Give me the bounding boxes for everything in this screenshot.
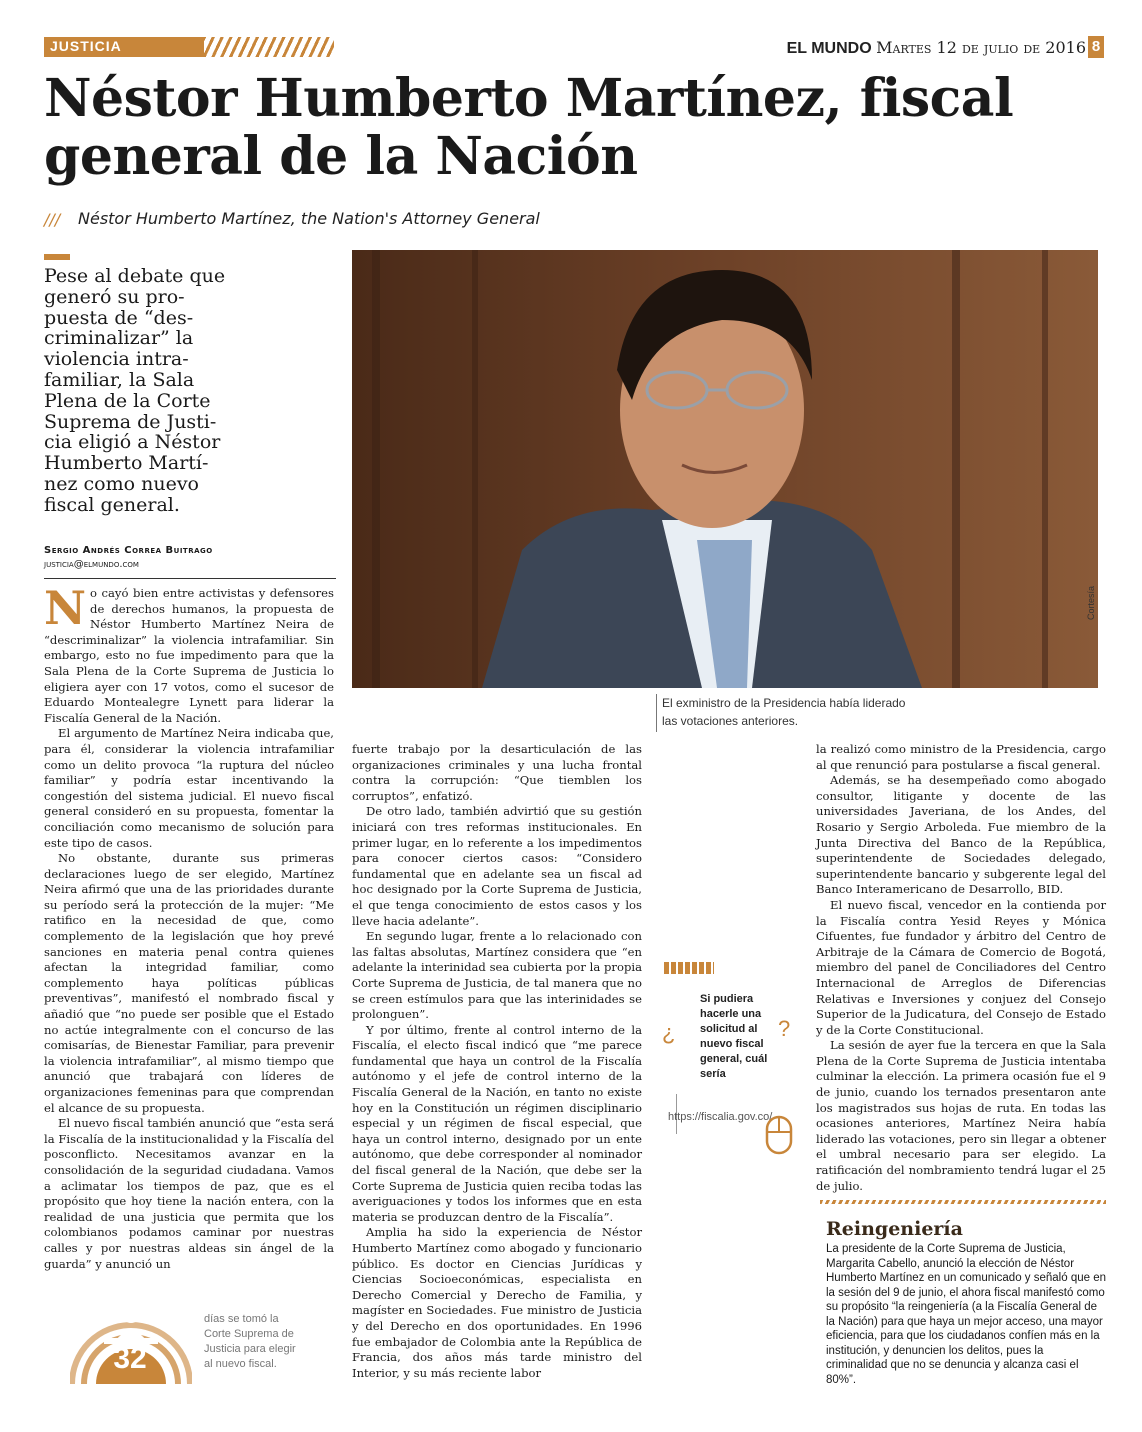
box-rule xyxy=(820,1200,1106,1204)
section-label: JUSTICIA xyxy=(50,38,122,54)
headline: Néstor Humberto Martínez, fiscal general de la Nación xyxy=(44,68,1014,187)
subtitle-mark: /// xyxy=(44,210,61,229)
portrait-photo xyxy=(352,250,1098,688)
lead-paragraph: Pese al debate que generó su pro- puesta de “des- criminalizar” la violencia intra- familiar, la Sala Plena de la Corte Suprema de Justi- cia eligió a Néstor Humberto Martí- nez como nuevo fiscal general. xyxy=(44,265,226,516)
article-paragraph: Y por último, frente al control interno de la Fiscalía, el electo fiscal indicó que “me parece fundamental que haya un control de la Fiscalía autónomo y el jefe de control interno de la Fiscalía General de la Nación, en tanto no existe hoy en la Constitución un régimen disciplinario especial y un régimen de fiscal especial, que haya un control interno, designado por un ente autónomo, que debe corresponder al nominador del fiscal general de la Nación, que debe ser la Corte Suprema de Justicia quien reciba todas las averiguaciones y todos los informes que en esta materia se produzcan dentro de la Fiscalía”. xyxy=(352,1022,642,1224)
article-paragraph: fuerte trabajo por la desarticulación de las organizaciones criminales y una lucha frontal contra la corrupción: “Que tiemblen los corruptos”, enfatizó. xyxy=(352,742,642,803)
box-title: Reingeniería xyxy=(826,1218,963,1240)
article-paragraph: El nuevo fiscal, vencedor en la contienda por la Fiscalía contra Yesid Reyes y Mónica Cifuentes, fue fundador y árbitro del Centro de Arbitraje de la Cámara de Comercio de Bogotá, miembro del panel de Conciliadores del Centro Internacional de Arreglos de Diferencias Relativas e Inversiones y conjuez del Consejo Superior de la Judicatura, del Consejo de Estado y de la Corte Constitucional. xyxy=(816,897,1106,1037)
article-paragraph: El argumento de Martínez Neira indicaba que, para él, considerar la violencia intrafamiliar como un delito provoca “la ruptura del núcleo familiar” y podría estar incentivando la congestión del sistema judicial. El nuevo fiscal general consideró en su propuesta, fomentar la conciliación como mecanismo de solución para este tipo de casos. xyxy=(44,726,334,850)
article-paragraph: De otro lado, también advirtió que su gestión iniciará con tres reformas institucionales. En primer lugar, en lo referente a los impedimentos para conocer ciertos casos: “Considero fundamental que en adelante sea un fiscal ad hoc designado por la Corte Suprema de Justicia, el que tenga conocimiento de estos casos y los lleve hacia adelante”. xyxy=(352,804,642,928)
fiscalia-url: https://fiscalia.gov.co/ xyxy=(668,1111,773,1123)
caption-rule xyxy=(656,694,657,732)
stat-number: 32 xyxy=(113,1342,147,1375)
byline-rule xyxy=(44,578,336,579)
article-column-2 xyxy=(352,742,642,1381)
paper-name: EL MUNDO xyxy=(786,40,872,57)
stat-description: días se tomó la Corte Suprema de Justicia para elegir al nuevo fiscal. xyxy=(204,1313,296,1370)
question-open-mark: ¿ xyxy=(662,1020,676,1045)
question-close-mark: ? xyxy=(778,1016,791,1041)
author-email: justicia@elmundo.com xyxy=(44,559,139,570)
article-paragraph: La sesión de ayer fue la tercera en que la Sala Plena de la Corte Suprema de Justicia intentaba culminar la elección. La primera ocasión fue el 9 de junio, cuando los ternados presentaron ante los magistrados sus hojas de ruta. En todas las ocasiones anteriores, Martínez Neira había liderado las votaciones, pero sin llegar a obtener el umbral necesario para ser elegido. La ratificación del nombramiento tendrá lugar el 25 de julio. xyxy=(816,1038,1106,1193)
masthead xyxy=(787,38,1086,58)
lead-accent-bar xyxy=(44,254,70,260)
page-number: 8 xyxy=(1088,36,1104,58)
issue-date: Martes 12 de julio de 2016 xyxy=(876,38,1086,57)
photo-caption: El exministro de la Presidencia había liderado las votaciones anteriores. xyxy=(662,696,906,728)
subtitle: Néstor Humberto Martínez, the Nation's Attorney General xyxy=(78,209,540,228)
sidebar-question: Si pudiera hacerle una solicitud al nuevo fiscal general, cuál sería xyxy=(700,993,768,1080)
article-paragraph: Amplia ha sido la experiencia de Néstor Humberto Martínez como abogado y funcionario público. Es doctor en Ciencias Jurídicas y Ciencias Socioeconómicas, especialista en Derecho Comercial y Derecho de Familia, y magíster en Sociedades. Fue ministro de Justicia y del Derecho en dos oportunidades. En 1996 fue embajador de Colombia ante la República de Francia, dos años más tarde ministro del Interior, y su más reciente labor xyxy=(352,1225,642,1380)
photo-credit: Cortesía xyxy=(1086,585,1096,620)
article-paragraph: No cayó bien entre activistas y defensores de derechos humanos, la propuesta de Néstor Humberto Martínez Neira de “descriminalizar” la violencia intrafamiliar. Sin embargo, esto no fue impedimento para que la Sala Plena de la Corte Suprema de Justicia lo eligiera ayer con 17 votos, como el sucesor de Eduardo Montealegre Lynett para liderar la Fiscalía General de la Nación. xyxy=(44,581,334,725)
section-tag xyxy=(44,37,334,57)
article-paragraph: El nuevo fiscal también anunció que “esta será la Fiscalía de la institucionalidad y la Fiscalía del posconflicto. Necesitamos avanzar en la consolidación de la seguridad ciudadana. Vamos a aclimatar los tiempos de paz, que es el propósito que hoy tiene la nación entera, con la realidad de una justicia que permita que los colombianos podamos caminar por nuestras calles y por nuestras aldeas sin ángel de la guarda” y anunció un xyxy=(44,1116,334,1271)
article-column-3 xyxy=(816,742,1106,1194)
article-column-1 xyxy=(44,581,334,1272)
article-paragraph: la realizó como ministro de la Presidencia, cargo al que renunció para postularse a fiscal general. xyxy=(816,742,1106,772)
article-paragraph: Además, se ha desempeñado como abogado consultor, litigante y docente de las universidades Javeriana, de los Andes, del Rosario y Sergio Arboleda. Fue miembro de la Junta Directiva del Banco de la República, superintendente de Sociedades delegado, superintendente bancario y subgerente legal del Banco Interamericano de Desarrollo, BID. xyxy=(816,773,1106,897)
drop-cap: N xyxy=(44,581,87,635)
mouse-icon xyxy=(764,1114,794,1160)
box-text: La presidente de la Corte Suprema de Justicia, Margarita Cabello, anunció la elección de Néstor Humberto Martínez en un comunicado y señaló que en la sesión del 9 de junio, el ahora fiscal manifestó como su propósito “la reingeniería (a la Fiscalía General de la Nación) para que haya un mejor acceso, una mayor eficiencia, para que los ciudadanos confíen más en la institución, y denuncien los delitos, pues la criminalidad que no se denuncia y alcanza casi el 80%”. xyxy=(826,1243,1106,1386)
sidebar-accent-mark xyxy=(664,962,714,974)
byline: Sergio Andrés Correa Buitrago xyxy=(44,545,213,556)
article-paragraph: En segundo lugar, frente a lo relacionado con las faltas absolutas, Martínez considera que “en adelante la interinidad sea cubierta por la propia Corte Suprema de Justicia, de tal manera que no se creen estímulos para que las interinidades se prolonguen”. xyxy=(352,929,642,1022)
article-paragraph: No obstante, durante sus primeras declaraciones luego de ser elegido, Martínez Neira afirmó que una de las prioridades durante su período será la protección de la mujer: “Me ratifico en la necesidad de que, como complemento de la legislación que hoy prevé sanciones en materia penal contra quienes afectan la integridad familiar, como complemento haya políticas públicas preventivas”, manifestó el nombrado fiscal y añadió que “no puede ser posible que el Estado no actúe integralmente con el concurso de las comisarías, de Bienestar Familiar, para prevenir la violencia intrafamiliar”, al mismo tiempo que anunció que trabajará con líderes de organizaciones femeninas para que comprendan el alcance de su propuesta. xyxy=(44,851,334,1115)
